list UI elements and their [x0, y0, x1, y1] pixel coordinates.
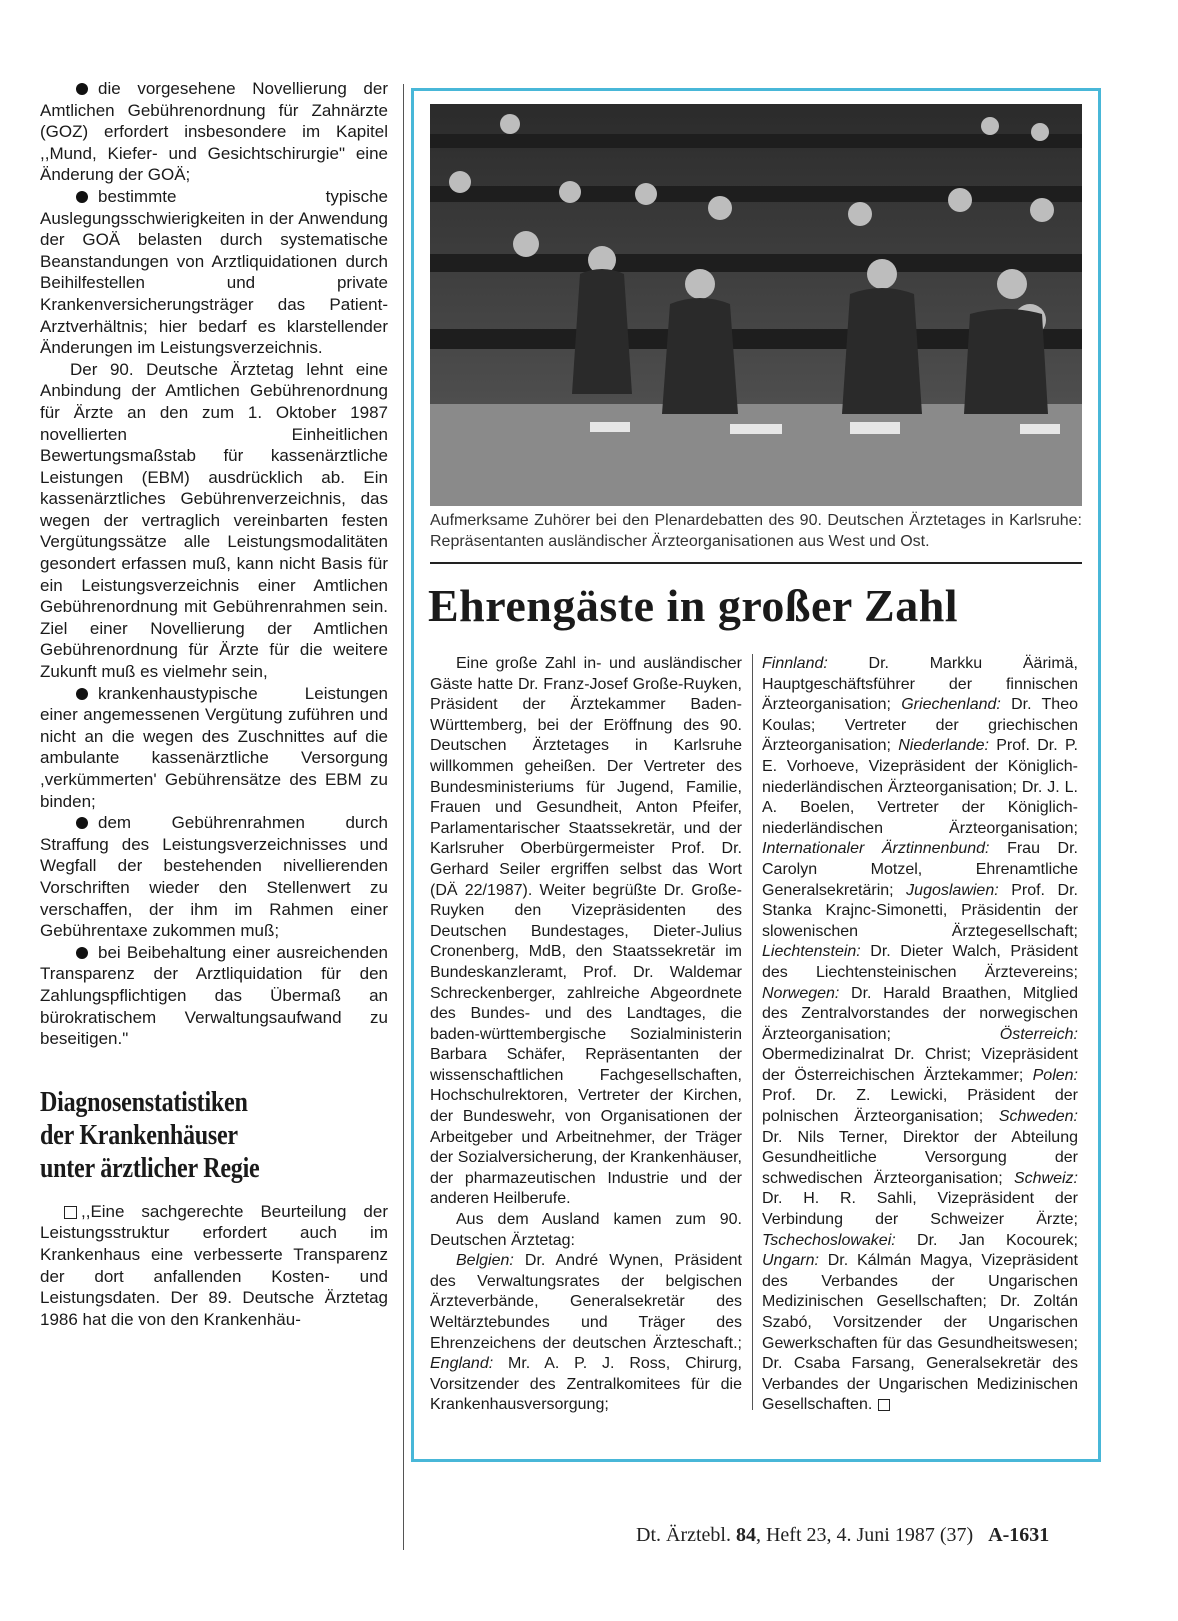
country-label: Griechenland:	[901, 696, 1001, 714]
country-label: Tschechoslowakei:	[762, 1231, 896, 1249]
section-subheading: Diagnosenstatistiken der Krankenhäuser unter ärztlicher Regie	[40, 1086, 260, 1184]
country-label: Liechtenstein:	[762, 943, 861, 961]
volume-number: 84	[735, 1524, 756, 1546]
column-divider	[403, 84, 404, 1550]
country-label: Polen:	[1032, 1066, 1078, 1084]
article-column-divider	[752, 654, 753, 1410]
article-paragraph: Eine große Zahl in- und ausländischer Gäste hatte Dr. Franz-Josef Große-Ruyken, Präsident der Ärztekammer Baden-Württemberg, bei der Eröffnung des 90. Deutschen Ärztetages in Karlsruhe willkommen geheißen. Der Vertreter des Bundesministeriums für Jugend, Familie, Frauen und Gesundheit, Anton Pfeifer, Parlamentarischer Staatssekretär, und der Karlsruher Oberbürgermeister Prof. Dr. Gerhard Seiler ergriffen selbst das Wort (DÄ 22/1987). Weiter begrüßte Dr. Große-Ruyken den Vizepräsidenten des Deutschen Bundestages, Dieter-Julius Cronenberg, MdB, den Staatssekretär im Bundeskanzleramt, Prof. Dr. Waldemar Schreckenberger, zahlreiche Abgeordnete des Bundes- und des Landtages, die baden-württembergische Sozialministerin Barbara Schäfer, Repräsentanten der wissenschaftlichen Fachgesellschaften, Hochschulrektoren, Vertreter der Kirchen, der Bundeswehr, von Organisationen der Arbeitgeber und Arbeitnehmer, der Träger der Sozialversicherung, der Krankenhäuser, der pharmazeutischen Industrie und der anderen Heilberufe.	[430, 655, 742, 1208]
audience-photo-illustration	[430, 104, 1082, 506]
country-label: England:	[430, 1355, 494, 1373]
bullet-icon	[76, 947, 88, 959]
country-label: Niederlande:	[898, 737, 989, 755]
bullet-item: die vorgesehene Novellierung der Amtlichen Gebührenordnung für Zahnärzte (GOZ) erfordert insbesondere im Kapitel ,,Mund, Kiefer- und Gesichtschirurgie" eine Änderung der GOÄ;	[40, 79, 388, 185]
article-column-1	[430, 654, 742, 1416]
country-label: Jugoslawien:	[906, 881, 999, 899]
open-square-icon	[64, 1206, 77, 1219]
page-number: A-1631	[988, 1524, 1050, 1546]
page-footer	[636, 1524, 1106, 1547]
article-paragraph: Aus dem Ausland kamen zum 90. Deutschen Ärztetag:	[430, 1211, 742, 1249]
country-label: Österreich:	[999, 1025, 1078, 1043]
bullet-item: bestimmte typische Auslegungsschwierigkeiten in der Anwendung der GOÄ belasten durch systematische Beanstandungen von Arztliquidationen durch Beihilfestellen und private Krankenversicherungsträger das Patient-Arztverhältnis; hier bedarf es klarstellender Änderungen im Leistungsverzeichnis.	[40, 186, 388, 358]
bullet-item: bei Beibehaltung einer ausreichenden Transparenz der Arztliquidation für den Zahlungspflichtigen das Übermaß an bürokratischem Verwaltungsaufwand zu beseitigen."	[40, 942, 388, 1049]
country-label: Finnland:	[762, 655, 828, 672]
photo-caption: Aufmerksame Zuhörer bei den Plenardebatten des 90. Deutschen Ärztetages in Karlsruhe: Repräsentanten ausländischer Ärzteorganisationen aus West und Ost.	[430, 512, 1082, 550]
country-label: Schweden:	[998, 1108, 1078, 1126]
delegate-entry: Belgien: Dr. André Wynen, Präsident des Verwaltungsrates der belgischen Ärzteverbände, Generalsekretär des Weltärztebundes und Träger des Ehrenzeichens der deutschen Ärzteschaft.; England: Mr. A. P. J. Ross, Chirurg, Vorsitzender des Zentralkomitees für die Krankenhausversorgung;	[430, 1252, 742, 1414]
left-column	[40, 78, 388, 1330]
body-paragraph: Der 90. Deutsche Ärztetag lehnt eine Anbindung der Amtlichen Gebührenordnung für Ärzte an den zum 1. Oktober 1987 novellierten Einheitlichen Bewertungsmaßstab für kassenärztliche Leistungen (EBM) ausdrücklich ab. Ein kassenärztliches Gebührenverzeichnis, das wegen der vertraglich vereinbarten festen Vergütungssätze alle Leistungsmodalitäten gesondert erfassen muß, kann nicht Basis für ein Leistungsverzeichnis einer Amtlichen Gebührenordnung mit Gebührenrahmen sein. Ziel einer Novellierung der Amtlichen Gebührenordnung für Ärzte für die weitere Zukunft muß es vielmehr sein,	[40, 359, 388, 682]
bullet-icon	[76, 817, 88, 829]
end-mark-icon	[878, 1399, 890, 1411]
bullet-icon	[76, 688, 88, 700]
bullet-icon	[76, 83, 88, 95]
article-headline: Ehrengäste in großer Zahl	[428, 580, 959, 631]
bullet-item: dem Gebührenrahmen durch Straffung des Leistungsverzeichnisses und Wegfall der bestehenden nivellierenden Vorschriften wieder den Stellenwert zu verschaffen, der ihm im Rahmen einer Gebührentaxe zukommen muß;	[40, 813, 388, 941]
country-label: Ungarn:	[762, 1252, 819, 1270]
journal-name: Dt. Ärztebl.	[636, 1524, 731, 1546]
section-paragraph: ,,Eine sachgerechte Beurteilung der Leistungsstruktur erfordert auch im Krankenhaus eine verbesserte Transparenz der dort anfallenden Kosten- und Leistungsdaten. Der 89. Deutsche Ärztetag 1986 hat die von den Krankenhäu-	[40, 1201, 388, 1329]
country-label: Norwegen:	[762, 984, 840, 1002]
headline-rule	[430, 562, 1082, 564]
plenary-photo	[430, 104, 1082, 506]
country-label: Schweiz:	[1013, 1169, 1078, 1187]
issue-info: , Heft 23, 4. Juni 1987 (37)	[755, 1524, 974, 1546]
country-label: Internationaler Ärztinnenbund:	[762, 840, 990, 858]
bullet-icon	[76, 191, 88, 203]
delegate-list: Finnland: Dr. Markku Äärimä, Hauptgeschäftsführer der finnischen Ärzteorganisation; Griechenland: Dr. Theo Koulas; Vertreter der griechischen Ärzteorganisation; Niederlande: Prof. Dr. P. E. Vorhoeve, Vizepräsident der Königlich-niederländischen Ärzteorganisation; Dr. J. L. A. Boelen, Vertreter der Königlich-niederländischen Ärzteorganisation; Internationaler Ärztinnenbund: Frau Dr. Carolyn Motzel, Ehrenamtliche Generalsekretärin; Jugoslawien: Prof. Dr. Stanka Krajnc-Simonetti, Präsidentin der slowenischen Ärztegesellschaft; Liechtenstein: Dr. Dieter Walch, Präsident des Liechtensteinischen Ärztevereins; Norwegen: Dr. Harald Braathen, Mitglied des Zentralvorstandes der norwegischen Ärzteorganisation; Österreich: Obermedizinalrat Dr. Christ; Vizepräsident der Österreichischen Ärztekammer; Polen: Prof. Dr. Z. Lewicki, Präsident der polnischen Ärzteorganisation; Schweden: Dr. Nils Terner, Direktor der Abteilung Gesundheitliche Versorgung der schwedischen Ärzteorganisation; Schweiz: Dr. H. R. Sahli, Vizepräsident der Verbindung der Schweizer Ärzte; Tschechoslowakei: Dr. Jan Kocourek; Ungarn: Dr. Kálmán Magya, Vizepräsident des Verbandes der Ungarischen Medizinischen Gesellschaften; Dr. Zoltán Szabó, Vorsitzender der Ungarischen Gewerkschaften für das Gesundheitswesen; Dr. Csaba Farsang, Generalsekretär des Verbandes der Ungarischen Medizinischen Gesellschaften.	[762, 655, 1078, 1414]
article-column-2	[762, 654, 1078, 1416]
country-label: Belgien:	[456, 1252, 514, 1270]
bullet-item: krankenhaustypische Leistungen einer angemessenen Vergütung zuführen und nicht an die wegen des Zuschnittes auf die ambulante kassenärztliche Versorgung ,verkümmerten' Gebührensätze des EBM zu binden;	[40, 683, 388, 811]
